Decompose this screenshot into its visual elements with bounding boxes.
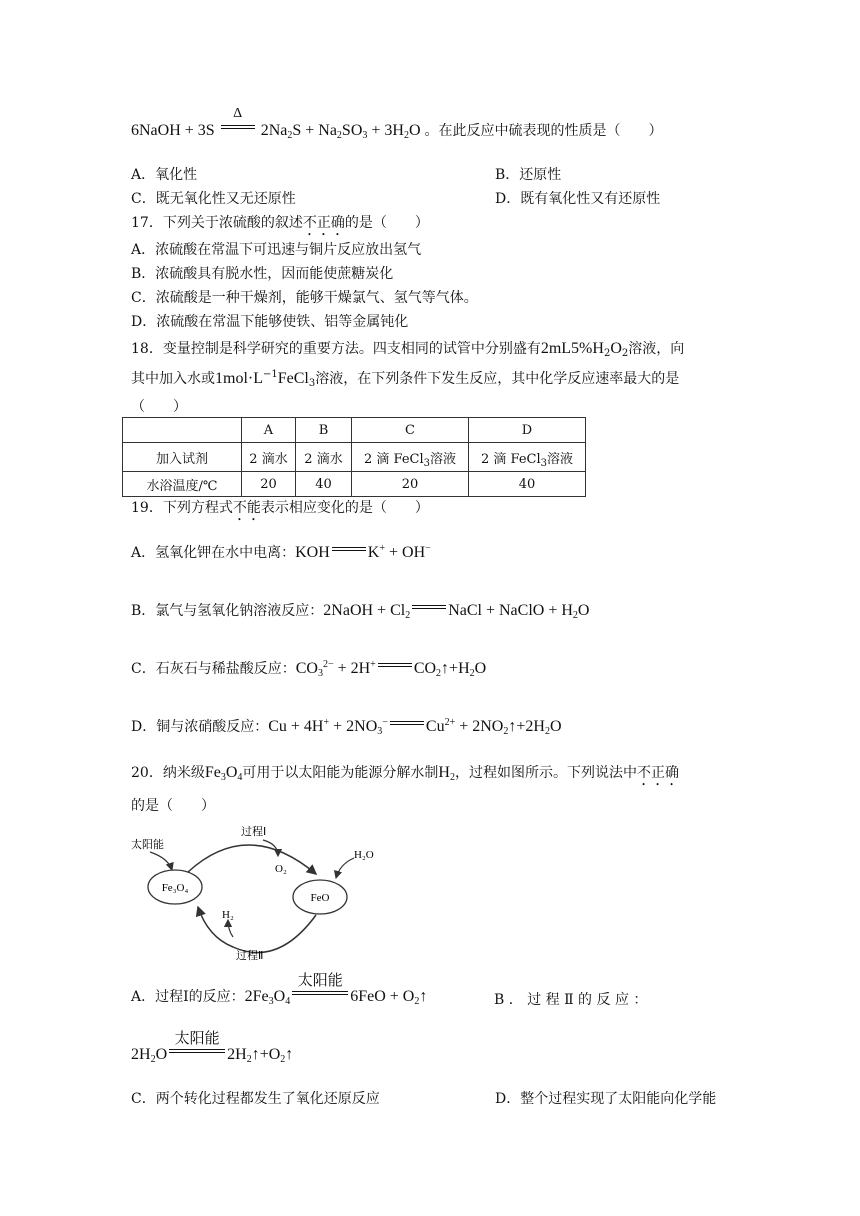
q19-option-c: C．石灰石与稀盐酸反应：$CO_3^{2-} + 2H^+$ $CO_2↑+H_2O$ (131, 659, 487, 679)
label-h2o: H₂O (354, 849, 374, 861)
q16-option-c: C．既无氧化性又无还原性 (131, 191, 296, 207)
svg-text:FeO: FeO (310, 892, 330, 904)
emphasis-text: 不正确 (636, 765, 679, 781)
label-process-2: 过程Ⅱ (236, 950, 264, 962)
fe-oxide-cycle-diagram (128, 822, 408, 967)
q17-option-a: A．浓硫酸在常温下可迅速与铜片反应放出氢气 (131, 242, 422, 258)
q16-option-b: B．还原性 (495, 167, 562, 183)
emphasis-text: 不能 (232, 500, 261, 516)
row-label: 加入试剂 (123, 443, 242, 472)
label-o2: O₂ (275, 863, 287, 875)
table-cell: 40 (296, 472, 352, 497)
q19-option-a: A．氢氧化钾在水中电离：KOH K+ + OH− (131, 543, 431, 561)
table-cell: 2 滴 FeCl$_3$溶液 (352, 443, 469, 472)
q20-option-c: C．两个转化过程都发生了氧化还原反应 (131, 1091, 380, 1107)
q18-line2: 其中加入水或$1mol\cdot L^{-1}FeCl_3$溶液，在下列条件下发生反应，其中化学反应速率最大的是 (131, 369, 680, 389)
label-process-1: 过程Ⅰ (241, 826, 267, 838)
table-cell: 20 (242, 472, 296, 497)
q16-option-a: A．氧化性 (131, 167, 198, 183)
table-cell: 2 滴 FeCl$_3$溶液 (469, 443, 586, 472)
q17-option-b: B．浓硫酸具有脱水性，因而能使蔗糖炭化 (131, 266, 394, 282)
q18-line1: 18．变量控制是科学研究的重要方法。四支相同的试管中分别盛有$2mL5\%H_2O_2$溶液，向 (131, 340, 685, 359)
q17-option-c: C．浓硫酸是一种干燥剂，能够干燥氯气、氢气等气体。 (131, 290, 478, 306)
q18-answer-paren: （ ） (131, 399, 187, 415)
q17-option-d: D．浓硫酸在常温下能够使铁、铝等金属钝化 (131, 314, 409, 330)
q16-equation: 6NaOH + 3S Δ $2Na_2S + Na_2SO_3 + 3H_2O$ 。在此反应中硫表现的性质是（ ） (131, 106, 663, 141)
table-cell: 2 滴水 (242, 443, 296, 472)
q16-option-d: D．既有氧化性又有还原性 (495, 191, 661, 207)
row-label: 水浴温度/℃ (123, 472, 242, 497)
table-cell: 20 (352, 472, 469, 497)
q19-option-d: D．铜与浓硝酸反应：$Cu + 4H^+ + 2NO_3^-$ $Cu^{2+}$ + $2NO_2↑+2H_2O$ (131, 717, 562, 737)
svg-text:Fe₃O₄: Fe₃O₄ (161, 882, 189, 894)
col-header: C (352, 418, 469, 443)
q19-option-b: B．氯气与氢氧化钠溶液反应：2NaOH + $Cl_2$ NaCl + NaClO + $H_2O$ (131, 602, 590, 621)
label-h2: H₂ (222, 909, 234, 921)
q18-table (122, 417, 586, 497)
q20-line1: 20．纳米级$Fe_3O_4$可用于以太阳能为能源分解水制$H_2$，过程如图所示。下列说法中不正确 (131, 764, 679, 783)
q20-option-d: D．整个过程实现了太阳能向化学能 (495, 1091, 717, 1107)
q17-stem: 17．下列关于浓硫酸的叙述不正确的是（ ） (131, 215, 429, 231)
label-sun: 太阳能 (131, 839, 164, 851)
col-header: A (242, 418, 296, 443)
q20-line2: 的是（ ） (131, 798, 215, 814)
q20-option-b-equation: $2H_2O$ 太阳能 $2H_2↑+O_2↑$ (131, 1029, 294, 1065)
heat-condition: Δ (233, 106, 243, 121)
q20-option-a: A．过程Ⅰ的反应：$2Fe_3O_4$ 太阳能 $6FeO + O_2↑$ (131, 971, 428, 1007)
table-cell: 2 滴水 (296, 443, 352, 472)
q19-stem: 19．下列方程式不能表示相应变化的是（ ） (131, 500, 429, 516)
emphasis-text: 不正确 (302, 215, 345, 231)
col-header: B (296, 418, 352, 443)
q20-option-b-label: B ． 过 程 Ⅱ 的 反 应 ： (494, 992, 648, 1008)
col-header: D (469, 418, 586, 443)
table-cell: 40 (469, 472, 586, 497)
